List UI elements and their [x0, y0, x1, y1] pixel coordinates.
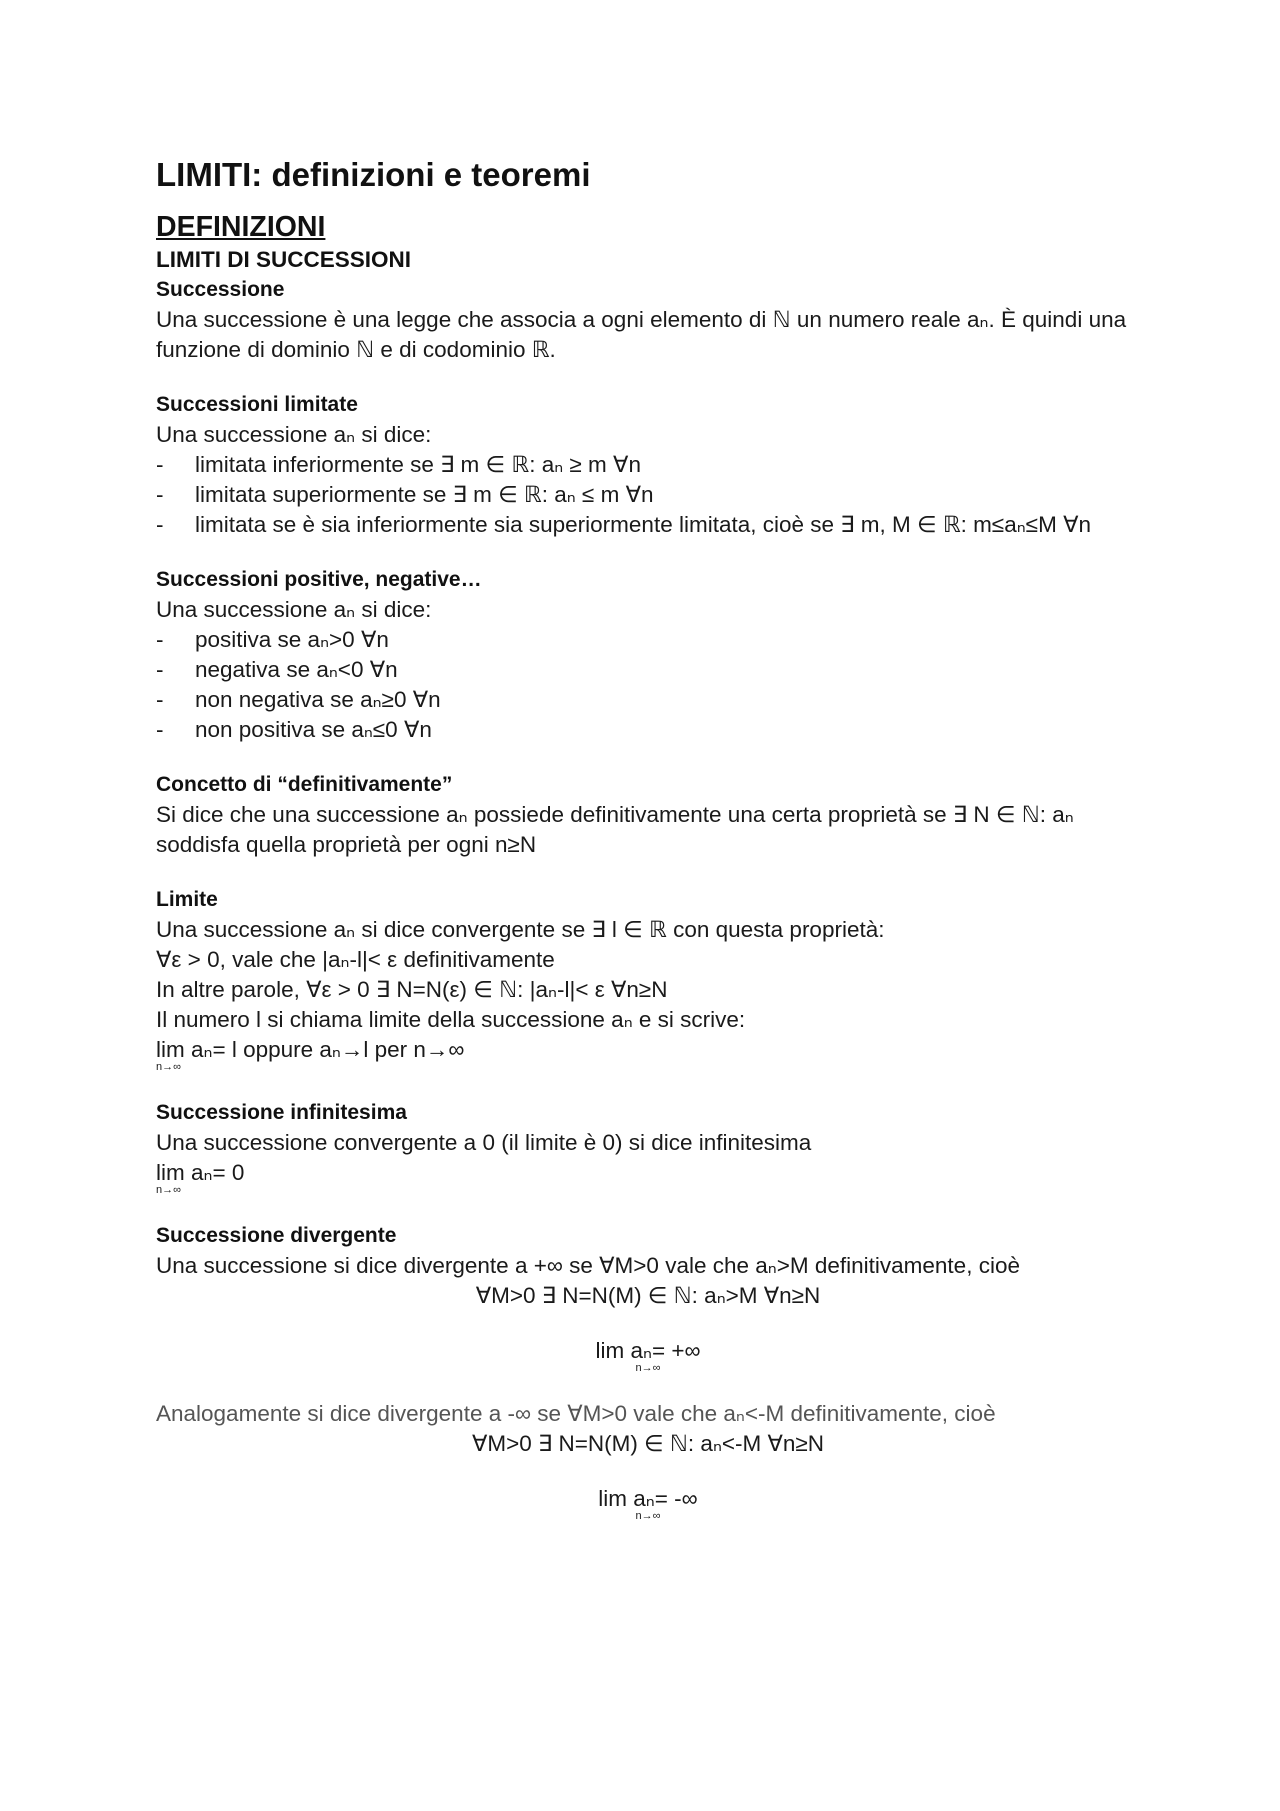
- text-successione: Una successione è una legge che associa a ogni elemento di ℕ un numero reale aₙ. È quindi una funzione di dominio ℕ e di codominio ℝ.: [156, 307, 1127, 362]
- list-item: - non negativa se aₙ≥0 ∀n: [156, 685, 1140, 715]
- block-divergente: [156, 1221, 1140, 1522]
- list-item: - negativa se aₙ<0 ∀n: [156, 655, 1140, 685]
- list-item: - limitata superiormente se ∃ m ∈ ℝ: aₙ ≤ m ∀n: [156, 480, 1140, 510]
- heading-positive: Successioni positive, negative…: [156, 568, 482, 591]
- lim-subscript: n→∞: [635, 1362, 661, 1374]
- block-successione: [156, 275, 1140, 365]
- spacer: [156, 1459, 1140, 1484]
- list-item: - limitata se è sia inferiormente sia superiormente limitata, cioè se ∃ m, M ∈ ℝ: m≤aₙ≤M ∀n: [156, 510, 1140, 540]
- block-infinitesima: [156, 1098, 1140, 1196]
- formula-divergente-pos: lim aₙ= +∞: [595, 1338, 701, 1363]
- spacer: [156, 1311, 1140, 1336]
- cond-divergente-pos: ∀M>0 ∃ N=N(M) ∈ ℕ: aₙ>M ∀n≥N: [475, 1283, 821, 1308]
- block-definitivamente: [156, 770, 1140, 860]
- cond-divergente-neg: ∀M>0 ∃ N=N(M) ∈ ℕ: aₙ<-M ∀n≥N: [471, 1431, 825, 1456]
- heading-infinitesima: Successione infinitesima: [156, 1101, 407, 1124]
- text-divergente-neg: Analogamente si dice divergente a -∞ se ∀M>0 vale che aₙ<-M definitivamente, cioè: [156, 1401, 996, 1426]
- section-title: DEFINIZIONI: [156, 211, 326, 243]
- intro-limitate: Una successione aₙ si dice:: [156, 422, 432, 447]
- list-limitate: [156, 450, 1140, 540]
- heading-divergente: Successione divergente: [156, 1224, 397, 1247]
- list-item: - positiva se aₙ>0 ∀n: [156, 625, 1140, 655]
- text-definitivamente: Si dice che una successione aₙ possiede definitivamente una certa proprietà se ∃ N ∈ ℕ: aₙ soddisfa quella proprietà per ogni n≥N: [156, 802, 1074, 857]
- limite-line: ∀ε > 0, vale che |aₙ-l|< ε definitivamente: [156, 947, 555, 972]
- subsection-title: LIMITI DI SUCCESSIONI: [156, 247, 412, 272]
- list-item: - non positiva se aₙ≤0 ∀n: [156, 715, 1140, 745]
- list-item: - limitata inferiormente se ∃ m ∈ ℝ: aₙ ≥ m ∀n: [156, 450, 1140, 480]
- block-positive: [156, 565, 1140, 745]
- limite-line: In altre parole, ∀ε > 0 ∃ N=N(ε) ∈ ℕ: |aₙ-l|< ε ∀n≥N: [156, 977, 668, 1002]
- intro-positive: Una successione aₙ si dice:: [156, 597, 432, 622]
- lim-subscript: n→∞: [156, 1061, 181, 1073]
- infinitesima-formula: lim aₙ= 0: [156, 1160, 245, 1185]
- heading-limitate: Successioni limitate: [156, 393, 358, 416]
- formula-divergente-neg: lim aₙ= -∞: [598, 1486, 698, 1511]
- heading-definitivamente: Concetto di “definitivamente”: [156, 773, 453, 796]
- text-infinitesima: Una successione convergente a 0 (il limite è 0) si dice infinitesima: [156, 1130, 812, 1155]
- block-limitate: [156, 390, 1140, 540]
- heading-successione: Successione: [156, 278, 285, 301]
- list-positive: [156, 625, 1140, 745]
- text-divergente-pos: Una successione si dice divergente a +∞ se ∀M>0 vale che aₙ>M definitivamente, cioè: [156, 1253, 1020, 1278]
- lim-subscript: n→∞: [635, 1510, 661, 1522]
- lim-subscript: n→∞: [156, 1184, 181, 1196]
- limite-line: Il numero l si chiama limite della successione aₙ e si scrive:: [156, 1007, 746, 1032]
- heading-limite: Limite: [156, 888, 218, 911]
- limite-formula: lim aₙ= l oppure aₙ→l per n→∞: [156, 1037, 465, 1062]
- limite-line: Una successione aₙ si dice convergente se ∃ l ∈ ℝ con questa proprietà:: [156, 917, 885, 942]
- spacer: [156, 1374, 1140, 1399]
- document-title: LIMITI: definizioni e teoremi: [156, 156, 591, 193]
- block-limite: [156, 885, 1140, 1073]
